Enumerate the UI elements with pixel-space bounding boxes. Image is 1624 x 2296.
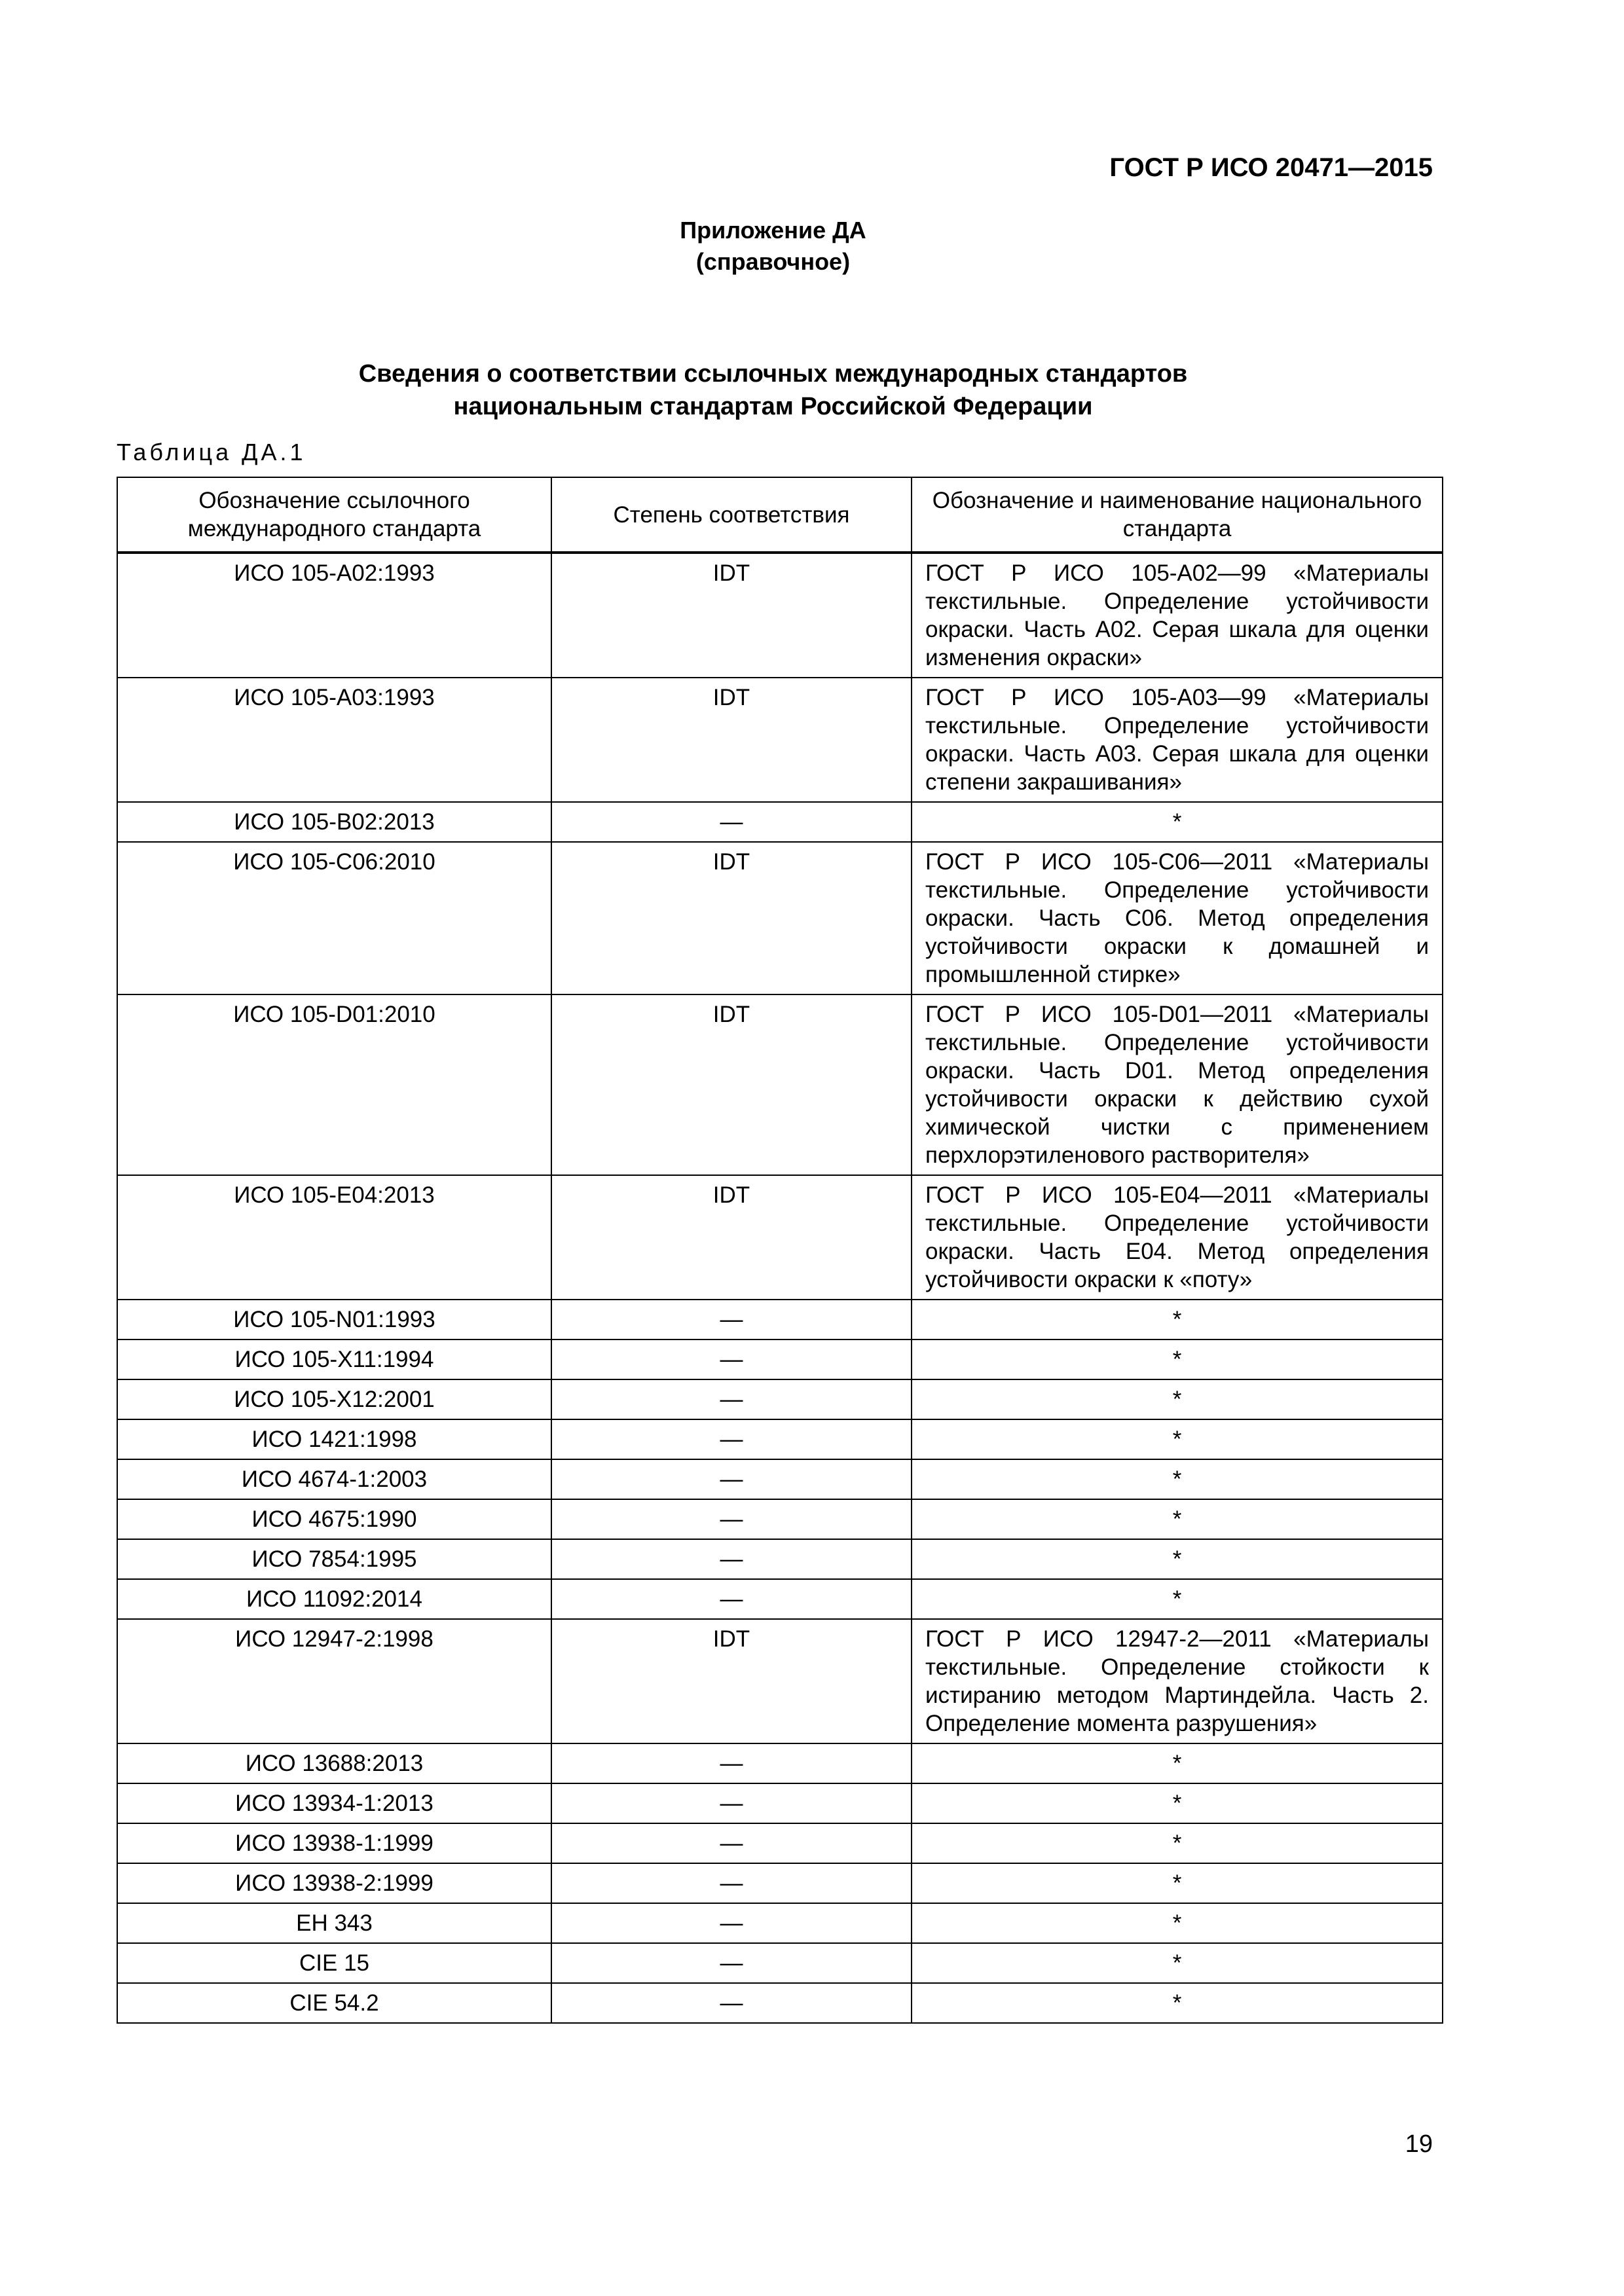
annex-title-line-2: национальным стандартам Российской Федерации [453, 393, 1093, 420]
national-standard-cell: * [912, 1743, 1443, 1783]
degree-cell: — [551, 1300, 912, 1339]
table-body [117, 553, 1443, 2023]
degree-cell: — [551, 1943, 912, 1983]
reference-standard-cell: ИСО 105-A02:1993 [117, 553, 551, 678]
national-standard-cell: * [912, 1983, 1443, 2023]
national-standard-cell: ГОСТ Р ИСО 105-A02—99 «Материалы текстильные. Определение устойчивости окраски. Часть A02. Серая шкала для оценки изменения окраски» [912, 553, 1443, 678]
reference-standard-cell: ИСО 105-B02:2013 [117, 802, 551, 842]
degree-cell: — [551, 802, 912, 842]
table-row [117, 1419, 1443, 1459]
reference-standard-cell: ИСО 13938-1:1999 [117, 1823, 551, 1863]
national-standard-cell: * [912, 1783, 1443, 1823]
table-row [117, 802, 1443, 842]
reference-standard-cell: CIE 15 [117, 1943, 551, 1983]
reference-standard-cell: ИСО 11092:2014 [117, 1579, 551, 1619]
reference-standard-cell: ИСО 4675:1990 [117, 1499, 551, 1539]
reference-standard-cell: ИСО 105-X11:1994 [117, 1339, 551, 1379]
reference-standard-cell: ИСО 12947-2:1998 [117, 1619, 551, 1743]
reference-standard-cell: ИСО 105-X12:2001 [117, 1379, 551, 1419]
annex-heading [0, 215, 1546, 278]
page-number: 19 [1405, 2130, 1433, 2158]
header-reference-standard: Обозначение ссылочного международного стандарта [117, 477, 551, 553]
degree-cell: IDT [551, 994, 912, 1175]
degree-cell: — [551, 1743, 912, 1783]
degree-cell: — [551, 1499, 912, 1539]
national-standard-cell: ГОСТ Р ИСО 105-D01—2011 «Материалы текстильные. Определение устойчивости окраски. Часть D01. Метод определения устойчивости окраски к действию сухой химической чистки с применением перхлорэтиленового растворителя» [912, 994, 1443, 1175]
degree-cell: — [551, 1379, 912, 1419]
table-row [117, 1619, 1443, 1743]
table-row [117, 678, 1443, 802]
degree-cell: IDT [551, 1175, 912, 1300]
reference-standard-cell: ИСО 13688:2013 [117, 1743, 551, 1783]
table-row [117, 1943, 1443, 1983]
reference-standard-cell: ИСО 105-C06:2010 [117, 842, 551, 994]
reference-standard-cell: CIE 54.2 [117, 1983, 551, 2023]
reference-standard-cell: ИСО 4674-1:2003 [117, 1459, 551, 1499]
reference-standard-cell: ИСО 105-D01:2010 [117, 994, 551, 1175]
national-standard-cell: * [912, 1300, 1443, 1339]
reference-standard-cell: ИСО 13938-2:1999 [117, 1863, 551, 1903]
national-standard-cell: ГОСТ Р ИСО 12947-2—2011 «Материалы текстильные. Определение стойкости к истиранию методом Мартиндейла. Часть 2. Определение момента разрушения» [912, 1619, 1443, 1743]
table-row [117, 1863, 1443, 1903]
table-row [117, 1300, 1443, 1339]
degree-cell: IDT [551, 678, 912, 802]
degree-cell: — [551, 1339, 912, 1379]
table-row [117, 1903, 1443, 1943]
table-row [117, 1983, 1443, 2023]
table-row [117, 1823, 1443, 1863]
annex-kind: (справочное) [695, 248, 851, 275]
degree-cell: IDT [551, 1619, 912, 1743]
national-standard-cell: * [912, 1499, 1443, 1539]
reference-standard-cell: ИСО 7854:1995 [117, 1539, 551, 1579]
annex-label: Приложение ДА [680, 217, 866, 244]
document-code: ГОСТ Р ИСО 20471—2015 [1109, 153, 1433, 182]
reference-standard-cell: ИСО 105-A03:1993 [117, 678, 551, 802]
national-standard-cell: * [912, 1539, 1443, 1579]
table-row [117, 1783, 1443, 1823]
table-row [117, 1539, 1443, 1579]
table-label: Таблица ДА.1 [117, 439, 306, 465]
national-standard-cell: * [912, 1339, 1443, 1379]
national-standard-cell: * [912, 802, 1443, 842]
table-row [117, 1339, 1443, 1379]
degree-cell: — [551, 1579, 912, 1619]
annex-title [0, 357, 1546, 423]
degree-cell: — [551, 1983, 912, 2023]
table-row [117, 842, 1443, 994]
degree-cell: — [551, 1903, 912, 1943]
table-row [117, 994, 1443, 1175]
reference-standard-cell: ИСО 105-N01:1993 [117, 1300, 551, 1339]
table-row [117, 1175, 1443, 1300]
reference-standard-cell: ИСО 105-E04:2013 [117, 1175, 551, 1300]
reference-standard-cell: ЕН 343 [117, 1903, 551, 1943]
degree-cell: IDT [551, 842, 912, 994]
national-standard-cell: * [912, 1419, 1443, 1459]
annex-title-line-1: Сведения о соответствии ссылочных международных стандартов [358, 360, 1188, 388]
national-standard-cell: * [912, 1823, 1443, 1863]
table-row [117, 1499, 1443, 1539]
degree-cell: — [551, 1459, 912, 1499]
national-standard-cell: ГОСТ Р ИСО 105-C06—2011 «Материалы текстильные. Определение устойчивости окраски. Часть C06. Метод определения устойчивости окраски к домашней и промышленной стирке» [912, 842, 1443, 994]
national-standard-cell: ГОСТ Р ИСО 105-A03—99 «Материалы текстильные. Определение устойчивости окраски. Часть A03. Серая шкала для оценки степени закрашивания» [912, 678, 1443, 802]
table-row [117, 553, 1443, 678]
reference-standard-cell: ИСО 1421:1998 [117, 1419, 551, 1459]
degree-cell: — [551, 1783, 912, 1823]
table-row [117, 1459, 1443, 1499]
header-national-standard: Обозначение и наименование национального стандарта [912, 477, 1443, 553]
table-row [117, 1743, 1443, 1783]
degree-cell: — [551, 1863, 912, 1903]
national-standard-cell: * [912, 1903, 1443, 1943]
table-row [117, 1579, 1443, 1619]
correspondence-table [117, 477, 1443, 2024]
table-header-row [117, 477, 1443, 553]
national-standard-cell: * [912, 1579, 1443, 1619]
reference-standard-cell: ИСО 13934-1:2013 [117, 1783, 551, 1823]
national-standard-cell: * [912, 1943, 1443, 1983]
degree-cell: — [551, 1419, 912, 1459]
header-degree-of-correspondence: Степень соответствия [551, 477, 912, 553]
table-row [117, 1379, 1443, 1419]
degree-cell: — [551, 1539, 912, 1579]
degree-cell: IDT [551, 553, 912, 678]
national-standard-cell: ГОСТ Р ИСО 105-E04—2011 «Материалы текстильные. Определение устойчивости окраски. Часть E04. Метод определения устойчивости окраски к «поту» [912, 1175, 1443, 1300]
degree-cell: — [551, 1823, 912, 1863]
national-standard-cell: * [912, 1379, 1443, 1419]
national-standard-cell: * [912, 1863, 1443, 1903]
national-standard-cell: * [912, 1459, 1443, 1499]
